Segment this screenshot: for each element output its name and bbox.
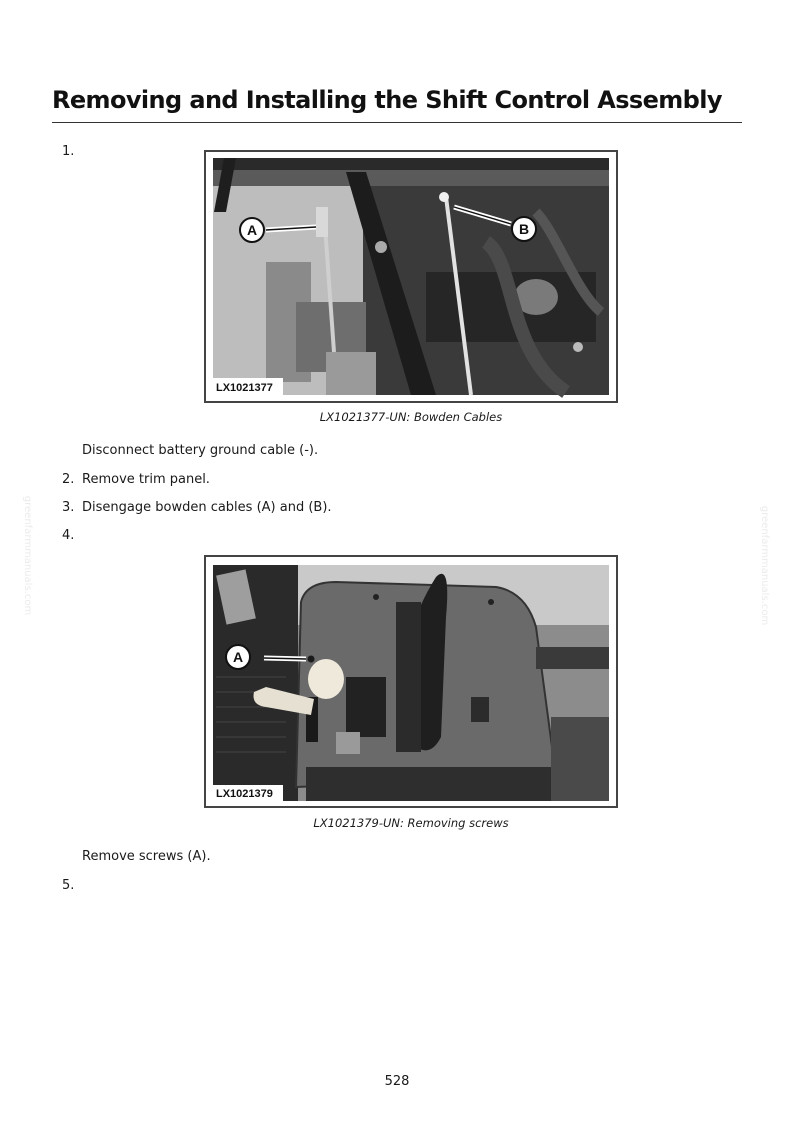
callout-a — [240, 218, 264, 242]
step-text: Remove trim panel. — [82, 472, 210, 487]
page-title: Removing and Installing the Shift Control Assembly — [52, 86, 722, 114]
callout-a — [226, 645, 250, 669]
svg-text:B: B — [518, 221, 530, 237]
watermark-left: greenfarmmanuals.com — [22, 495, 34, 616]
step-number: 4. — [62, 528, 75, 543]
bowden-cables-photo — [206, 152, 616, 401]
step-text: Disengage bowden cables (A) and (B). — [82, 500, 332, 515]
callout-b — [512, 217, 536, 241]
figure-caption: LX1021379-UN: Removing screws — [313, 816, 509, 830]
figure-removing-screws — [204, 555, 618, 808]
figure-caption: LX1021377-UN: Bowden Cables — [319, 410, 503, 424]
step-number: 1. — [62, 144, 75, 159]
page-number: 528 — [384, 1074, 410, 1089]
figure-bowden-cables — [204, 150, 618, 403]
svg-text:A: A — [232, 649, 244, 665]
step-text: Remove screws (A). — [82, 849, 211, 864]
title-divider — [52, 122, 742, 123]
figure-image-label: LX1021379 — [216, 788, 273, 800]
figure-image-label: LX1021377 — [216, 382, 273, 394]
step-text: Disconnect battery ground cable (-). — [82, 443, 319, 458]
removing-screws-photo — [206, 557, 616, 806]
watermark-right: greenfarmmanuals.com — [759, 505, 771, 626]
step-number: 2. — [62, 472, 75, 487]
step-number: 5. — [62, 878, 75, 893]
svg-text:A: A — [246, 222, 258, 238]
step-number: 3. — [62, 500, 75, 515]
